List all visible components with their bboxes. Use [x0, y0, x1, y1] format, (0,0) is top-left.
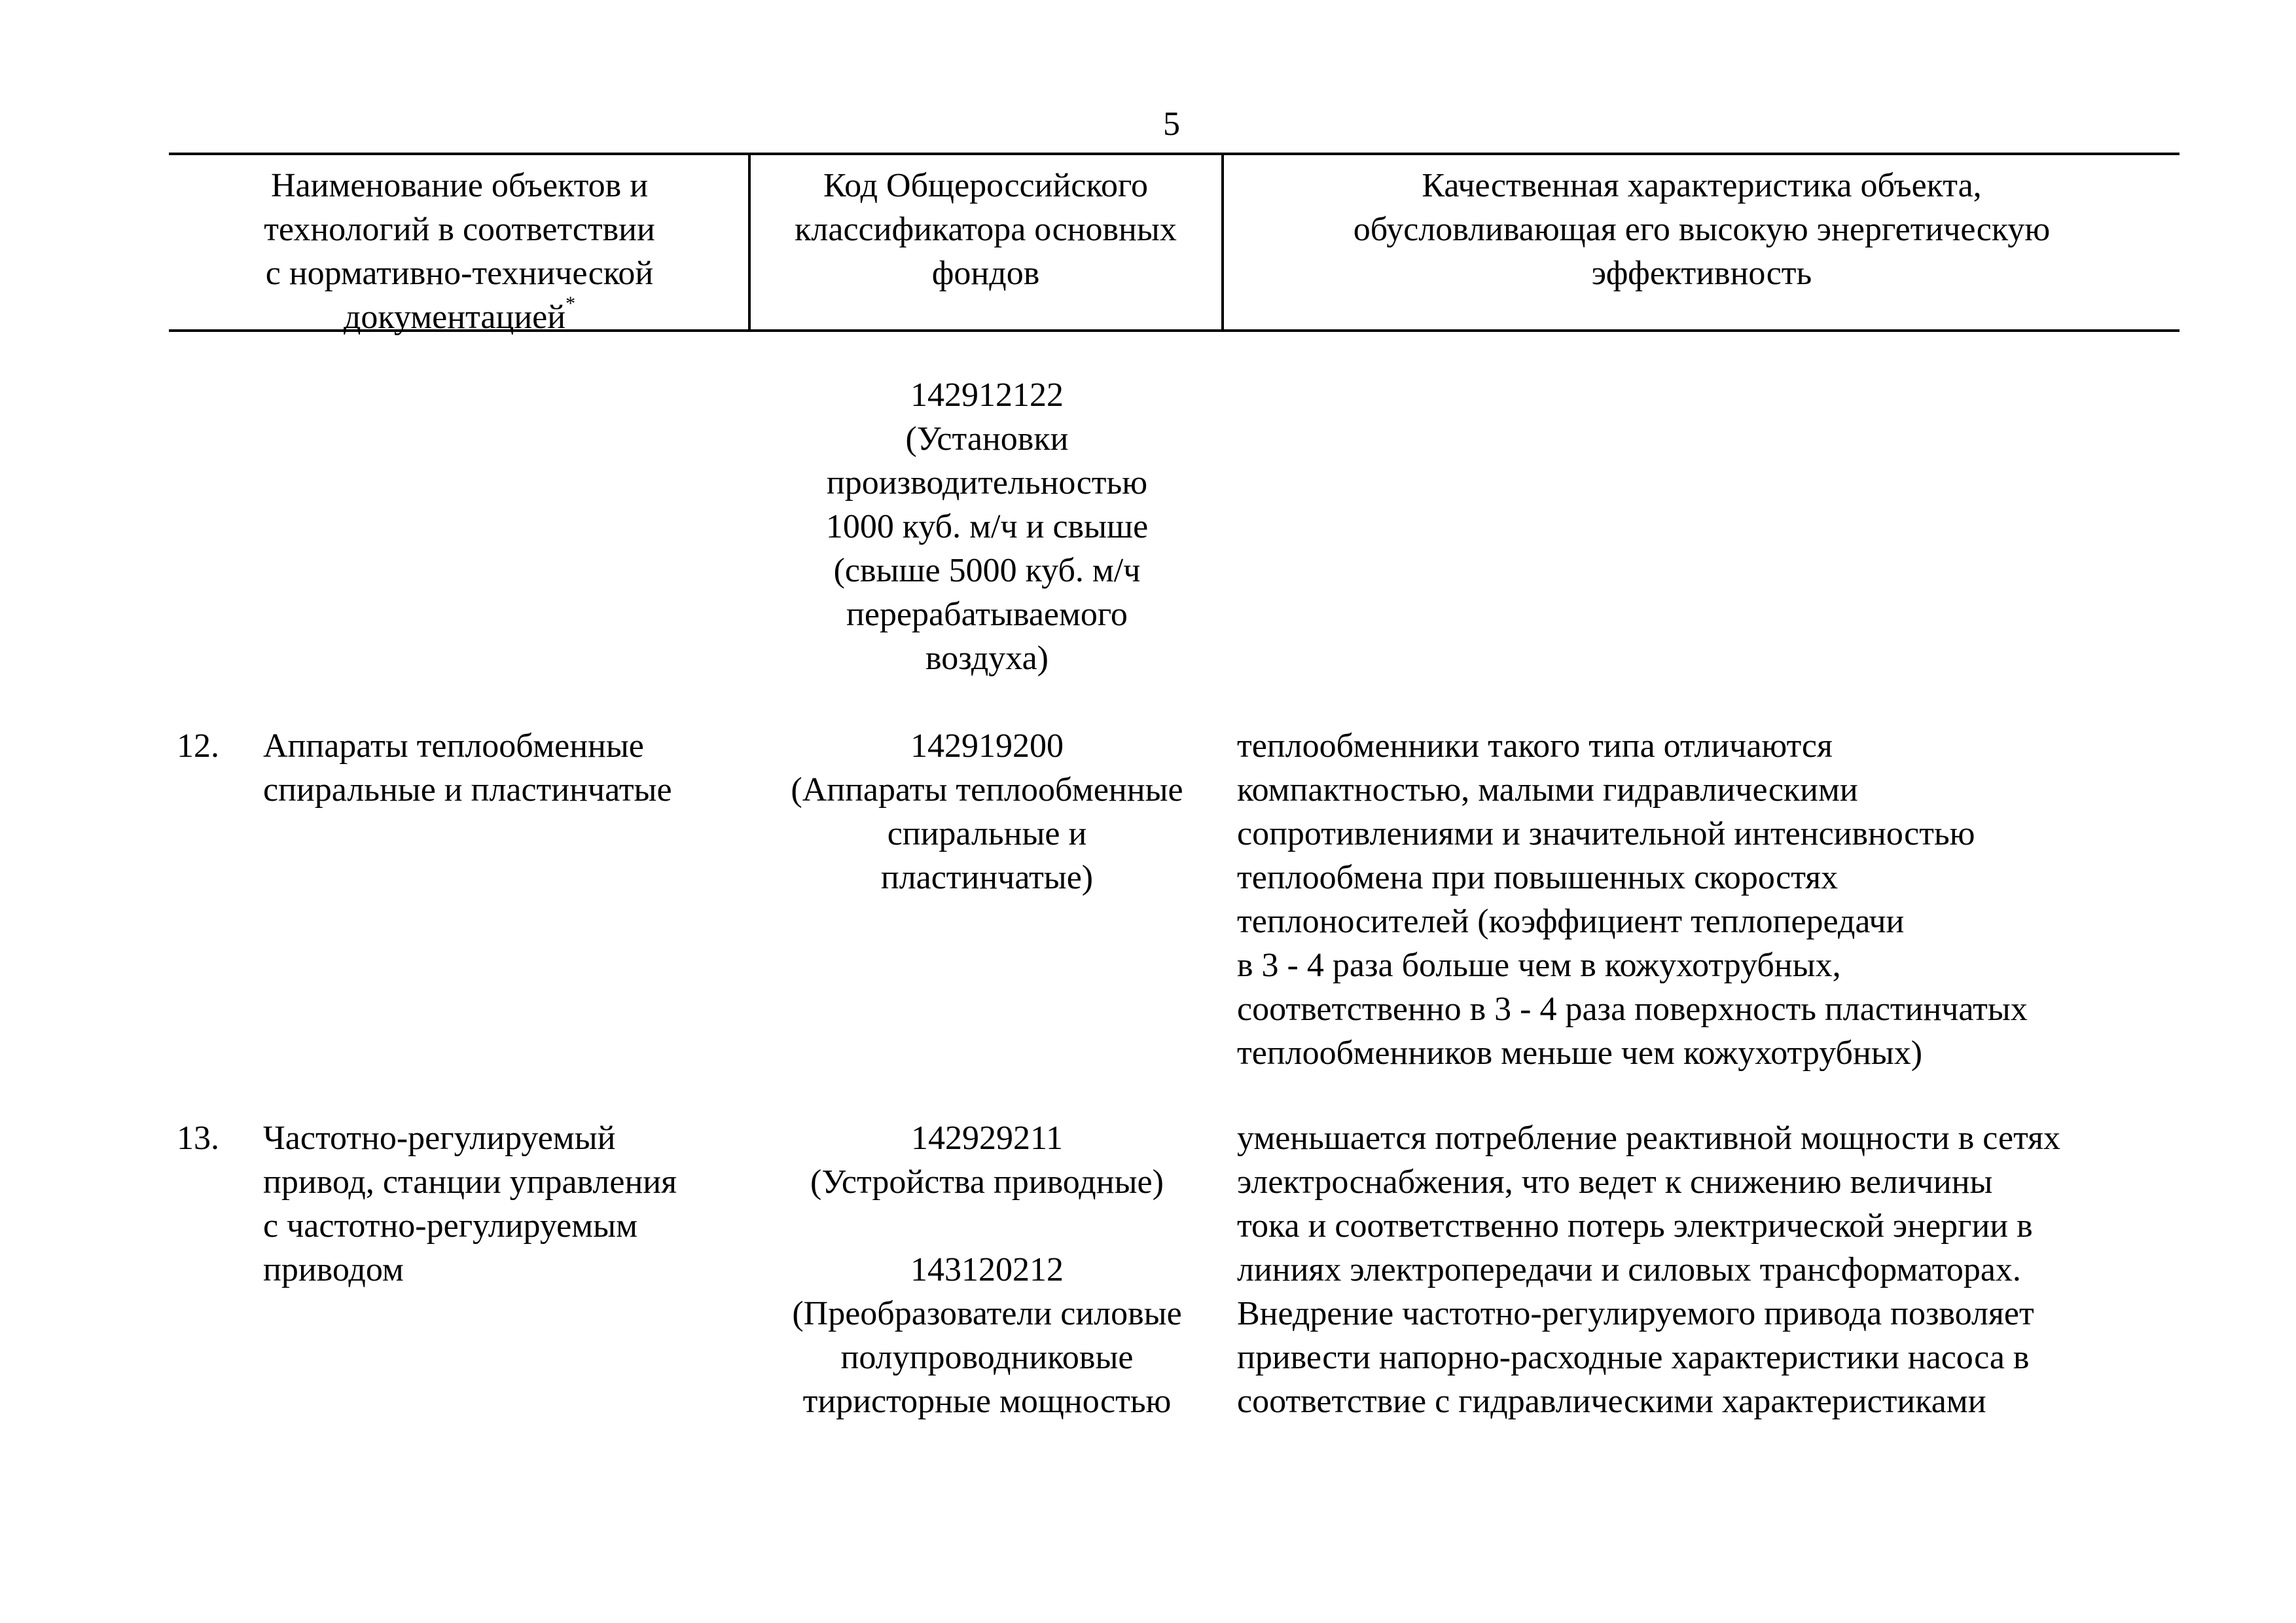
- header-column-divider-2: [1221, 154, 1224, 331]
- row-12-description-cell: [1237, 724, 2179, 1075]
- code-line: (Аппараты теплообменные: [791, 771, 1183, 809]
- continuation-code-cell: [753, 373, 1221, 680]
- header-col2-line: Код Общероссийского: [823, 167, 1149, 204]
- row-12-name-cell: [263, 724, 747, 812]
- description-line: тока и соответственно потерь электрической энергии в: [1237, 1207, 2033, 1245]
- row-13-name-cell: [263, 1116, 747, 1292]
- header-col1-text: документацией: [343, 299, 566, 336]
- header-col3-line: Качественная характеристика объекта,: [1422, 167, 1982, 204]
- description-line: соответственно в 3 - 4 раза поверхность пластинчатых: [1237, 991, 2028, 1028]
- description-line: теплообменники такого типа отличаются: [1237, 727, 1833, 765]
- description-line: линиях электропередачи и силовых трансформаторах.: [1237, 1251, 2021, 1288]
- name-line: привод, станции управления: [263, 1163, 677, 1201]
- description-line: сопротивлениями и значительной интенсивностью: [1237, 815, 1975, 852]
- row-13-code-cell: [753, 1116, 1221, 1423]
- code-line: спиральные и: [887, 815, 1087, 852]
- code-line: 142919200: [910, 727, 1064, 765]
- code-line: 1000 куб. м/ч и свыше: [825, 508, 1149, 545]
- name-line: спиральные и пластинчатые: [263, 771, 672, 809]
- name-line: Частотно-регулируемый: [263, 1120, 616, 1157]
- header-col3-line: обусловливающая его высокую энергетическую: [1353, 211, 2051, 248]
- code-line: пластинчатые): [880, 859, 1094, 896]
- table-header-top-rule: [169, 153, 2179, 155]
- code-line: (Устройства приводные): [810, 1163, 1164, 1201]
- code-line: 142929211: [910, 1120, 1064, 1157]
- header-col3-line: эффективность: [1591, 255, 1812, 292]
- description-line: уменьшается потребление реактивной мощности в сетях: [1237, 1120, 2061, 1157]
- description-line: в 3 - 4 раза больше чем в кожухотрубных,: [1237, 947, 1841, 984]
- header-col1-line: с нормативно-технической: [265, 255, 654, 292]
- row-12-number: 12.: [177, 727, 219, 765]
- row-12-code-cell: [753, 724, 1221, 900]
- description-line: соответствие с гидравлическими характеристиками: [1237, 1383, 1986, 1420]
- page-number: 5: [1163, 105, 1180, 143]
- code-line: (свыше 5000 куб. м/ч: [833, 552, 1141, 589]
- header-col2-line: фондов: [931, 255, 1040, 292]
- code-line: воздуха): [925, 640, 1049, 677]
- code-line: тиристорные мощностью: [802, 1383, 1172, 1420]
- header-col-okof-code: [751, 164, 1220, 295]
- row-13-description-cell: [1237, 1116, 2179, 1423]
- header-col1-line-last: [171, 295, 747, 339]
- header-column-divider-1: [748, 154, 751, 331]
- description-line: компактностью, малыми гидравлическими: [1237, 771, 1858, 809]
- description-line: теплообмена при повышенных скоростях: [1237, 859, 1839, 896]
- code-line: (Установки: [905, 420, 1069, 458]
- description-line: Внедрение частотно-регулируемого привода позволяет: [1237, 1295, 2034, 1332]
- header-col1-line: технологий в соответствии: [264, 211, 655, 248]
- code-line-spacer: [753, 1204, 1221, 1248]
- description-line: теплообменников меньше чем кожухотрубных): [1237, 1034, 1923, 1072]
- code-line: 142912122: [910, 376, 1064, 414]
- code-line: (Преобразователи силовые: [792, 1295, 1182, 1332]
- code-line: перерабатываемого: [846, 596, 1128, 633]
- name-line: приводом: [263, 1251, 404, 1288]
- header-col1-line: Наименование объектов и: [270, 167, 649, 204]
- name-line: с частотно-регулируемым: [263, 1207, 637, 1245]
- description-line: привести напорно-расходные характеристики насоса в: [1237, 1339, 2030, 1376]
- footnote-mark: *: [565, 293, 576, 314]
- code-line: производительностью: [826, 464, 1148, 501]
- code-line: 143120212: [910, 1251, 1064, 1288]
- description-line: теплоносителей (коэффициент теплопередачи: [1237, 903, 1905, 940]
- description-line: электроснабжения, что ведет к снижению величины: [1237, 1163, 1993, 1201]
- name-line: Аппараты теплообменные: [263, 727, 644, 765]
- header-col2-line: классификатора основных: [795, 211, 1177, 248]
- header-col-characteristic: [1225, 164, 2178, 295]
- code-line: полупроводниковые: [840, 1339, 1134, 1376]
- header-col-object-name: [171, 164, 747, 339]
- row-13-number: 13.: [177, 1120, 219, 1157]
